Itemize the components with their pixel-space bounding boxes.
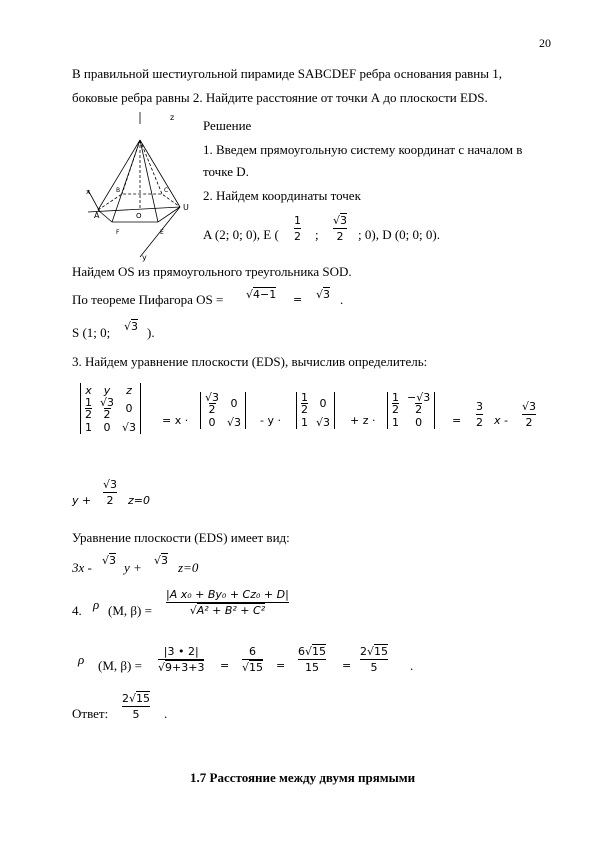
pyramid-figure <box>80 112 195 262</box>
det-cell: 0 <box>208 415 216 429</box>
plane-eq-a: 3x - <box>72 560 92 575</box>
det-cell: √3 <box>100 396 115 409</box>
frac-num: √3 <box>522 400 537 413</box>
problem-line-2: боковые ребра равны 2. Найдите расстояние от точки А до плоскости EDS. <box>72 90 488 105</box>
problem-line-1: В правильной шестиугольной пирамиде SABCDEF ребра основания равны 1, <box>72 66 502 81</box>
det-cell: 1 <box>392 391 399 404</box>
pythagoras-prefix: По теореме Пифагора OS = <box>72 292 224 307</box>
minor-2 <box>296 392 335 429</box>
det-cell: x <box>85 383 92 397</box>
det-cell: 0 <box>103 420 111 434</box>
det-cell: 2 <box>415 403 423 416</box>
frac-den: 9+3+3 <box>165 661 205 674</box>
det-cell: y <box>103 383 111 397</box>
det-cell: 2 <box>392 403 399 416</box>
frac-three-halves <box>476 400 483 429</box>
calc-frac-1: |3 • 2| √9+3+3 <box>158 645 205 674</box>
figure-label-e: E <box>160 229 164 236</box>
det-cell: √3 <box>205 391 220 404</box>
frac-num-rad: 15 <box>136 692 151 705</box>
formula-den-wrap: √A² + B² + C² <box>189 604 266 617</box>
figure-label-a: A <box>94 211 100 220</box>
step-2: 2. Найдем координаты точек <box>203 188 361 203</box>
plane-eq-e: z=0 <box>178 560 199 575</box>
plane-eq-b: √3 <box>102 554 117 567</box>
solution-heading: Решение <box>203 118 252 133</box>
pythagoras-eq: = <box>293 293 303 306</box>
s-point-value: √3 <box>124 320 139 333</box>
frac-den: 2 <box>476 416 483 429</box>
os-text: Найдем OS из прямоугольного треугольника SOD. <box>72 264 352 279</box>
frac-den: 2 <box>525 416 533 429</box>
det-cell: 2 <box>103 408 111 421</box>
det-x-minus: x - <box>494 414 508 427</box>
frac-num-rad: 15 <box>374 645 389 658</box>
frac-den: 2 <box>294 230 301 243</box>
det-cell: 2 <box>85 408 92 421</box>
step-4-args: (M, β) = <box>108 603 152 618</box>
formula-num: |A x₀ + By₀ + Cz₀ + D| <box>166 588 289 601</box>
formula-den: A² + B² + C² <box>196 604 266 617</box>
rho-symbol: ρ <box>93 597 100 612</box>
s-point-prefix: S (1; 0; <box>72 325 111 340</box>
det-cell: 0 <box>319 397 327 410</box>
calc-eq-3: = <box>342 659 352 672</box>
frac-den: 15 <box>249 661 264 674</box>
frac-num-rad: 15 <box>312 645 327 658</box>
det-equals: = <box>452 414 462 427</box>
frac-one-half <box>294 214 301 243</box>
pythagoras-end: . <box>340 292 344 307</box>
calc-frac-2: 6 √15 <box>242 645 264 674</box>
step-1b: точке D. <box>203 164 249 179</box>
frac-num: |3 • 2| <box>163 645 199 658</box>
frac-den: 5 <box>370 661 378 674</box>
det-plus-z: + z · <box>350 414 376 427</box>
frac-num: 3 <box>340 214 348 227</box>
frac-num: 3 <box>476 400 483 413</box>
figure-label-b: B <box>116 187 121 194</box>
calc-eq-1: = <box>220 659 230 672</box>
det-cell: 1 <box>301 415 308 429</box>
distance-formula <box>166 588 289 617</box>
coords-a: A (2; 0; 0), E ( <box>203 227 279 242</box>
frac-num: 6 <box>298 645 305 658</box>
figure-label-o: O <box>136 212 142 220</box>
pythagoras-expr: √4−1 <box>246 288 277 301</box>
figure-label-u: U <box>183 203 189 212</box>
rho-symbol-2: ρ <box>78 652 85 667</box>
frac-result-sqrt3 <box>522 400 536 429</box>
frac-cont <box>103 478 117 507</box>
figure-label-x: x <box>86 188 91 196</box>
step-4-label: 4. <box>72 603 82 618</box>
frac-den: 5 <box>132 708 140 721</box>
minor-1 <box>200 392 246 429</box>
answer-label: Ответ: <box>72 706 109 721</box>
plane-eq-d-rad: 3 <box>161 554 169 567</box>
cont-y-plus: y + <box>72 494 92 507</box>
s-point-rad: 3 <box>131 320 139 333</box>
det-cell: 2 <box>208 403 216 416</box>
det-cell: 0 <box>125 402 133 415</box>
s-point-end: ). <box>147 325 155 340</box>
det-cell: 1 <box>301 391 308 404</box>
plane-eq-d: √3 <box>154 554 169 567</box>
det-minus-y: - y · <box>260 414 281 427</box>
det-cell: 1 <box>392 415 399 429</box>
det-cell: −√3 <box>407 391 431 404</box>
plane-text: Уравнение плоскости (EDS) имеет вид: <box>72 530 290 545</box>
figure-label-f: F <box>116 229 120 236</box>
det-cell: √3 <box>316 415 331 429</box>
calc-end: . <box>410 658 414 673</box>
pythagoras-radicand: 4−1 <box>253 288 277 301</box>
frac-sqrt3-half: √3 2 <box>333 214 348 243</box>
frac-num: √3 <box>103 478 118 491</box>
frac-num: 6 <box>249 645 256 658</box>
frac-num: 2 <box>122 692 129 705</box>
plane-eq-b-rad: 3 <box>109 554 117 567</box>
calc-frac-4: 2√15 5 <box>360 645 389 674</box>
det-cell: √3 <box>122 420 137 434</box>
coords-semicolon: ; <box>315 227 319 242</box>
det-cell: 0 <box>230 397 238 410</box>
det-cell: 2 <box>301 403 308 416</box>
plane-eq-c: y + <box>124 560 142 575</box>
coords-rest: ; 0), D (0; 0; 0). <box>358 227 440 242</box>
det-eq-x: = x · <box>162 414 189 427</box>
page-number: 20 <box>539 36 551 50</box>
frac-den: 2 <box>106 494 114 507</box>
answer-frac: 2√15 5 <box>122 692 151 721</box>
step-1a: 1. Введем прямоугольную систему координат с началом в <box>203 142 523 157</box>
pythagoras-result-rad: 3 <box>323 288 331 301</box>
det-cell: 1 <box>85 396 92 409</box>
section-heading: 1.7 Расстояние между двумя прямыми <box>190 770 416 785</box>
frac-den: 15 <box>305 661 319 674</box>
figure-label-z: z <box>170 113 175 122</box>
calc-eq-2: = <box>276 659 286 672</box>
minor-3 <box>387 392 435 429</box>
cont-z-eq: z=0 <box>128 494 150 507</box>
frac-num: 1 <box>294 214 301 227</box>
calc-frac-3: 6√15 15 <box>298 645 327 674</box>
frac-num: 2 <box>360 645 367 658</box>
calc-args: (M, β) = <box>98 658 142 673</box>
step-3: 3. Найдем уравнение плоскости (EDS), вычислив определитель: <box>72 354 428 369</box>
pythagoras-result: √3 <box>316 288 331 301</box>
figure-label-y: y <box>142 253 147 262</box>
det-cell: 1 <box>85 420 92 434</box>
figure-label-c: C <box>164 187 169 194</box>
answer-end: . <box>164 706 168 721</box>
det-cell: 0 <box>415 415 423 429</box>
frac-den: 2 <box>336 230 344 243</box>
main-determinant <box>80 383 141 434</box>
det-cell: √3 <box>227 415 242 429</box>
det-cell: z <box>126 383 132 397</box>
